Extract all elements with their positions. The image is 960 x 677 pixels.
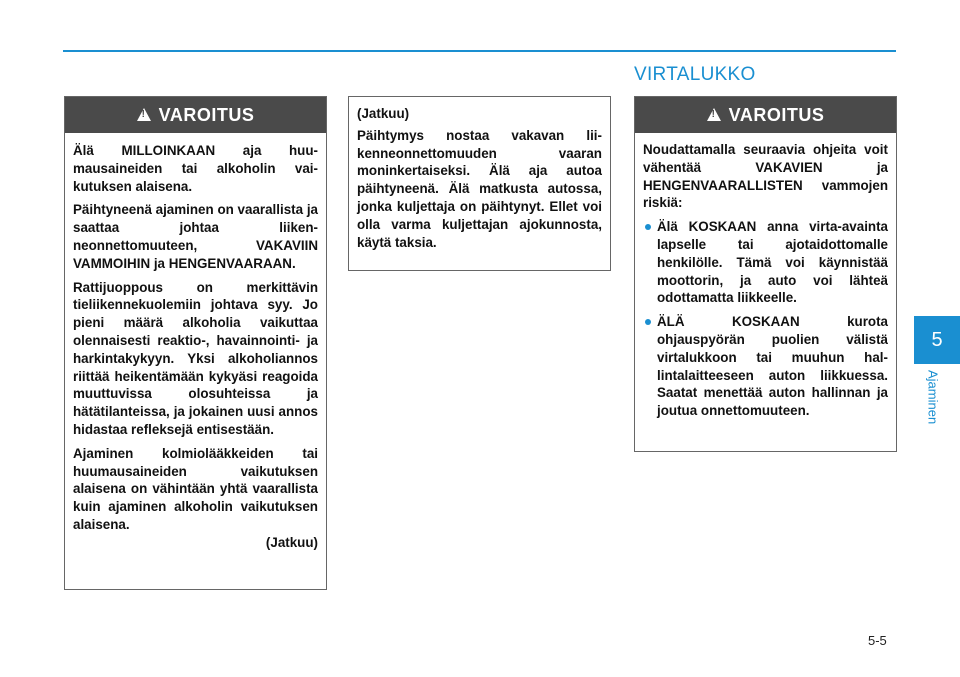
continued-box-middle [348,96,611,271]
paragraph: Päihtymys nostaa vakavan liikenneonnettomuuden vaaran moninkertaiseksi. Älä aja autoa päihtyneenä. Älä matkusta autossa, jonka kuljettaja on päihtynyt. Ellet voi olla varma kuljettajan ajokunnosta, käytä taksia. [357,127,602,250]
paragraph: Päihtyneenä ajaminen on vaarallista ja saattaa johtaa liikenneonnettomuuteen, VAKAVIIN VAMMOIHIN ja HENGENVAARAAN. [73,202,318,271]
paragraph: Ajaminen kolmiolääkkeiden tai huumausaineiden vaikutuksen alaisena on vähintään yhtä vaarallista kuin ajaminen alkoholin vaikutuksen alaisena. [73,445,318,532]
warning-header [635,97,896,133]
section-title: VIRTALUKKO [634,64,756,85]
warning-heading: VAROITUS [158,104,255,125]
warning-box-right [634,96,897,452]
bullet-list [643,218,888,420]
warning-heading: VAROITUS [728,104,825,125]
top-rule [63,50,896,52]
warning-header [65,97,326,133]
chapter-name: Ajaminen [925,370,941,425]
list-item: Älä KOSKAAN anna virta-avainta lapselle tai ajotaidottomalle henkilölle. Tämä voi käynnistää moottorin, ja auto voi lähteä odottamatta liikkeelle. [643,218,888,307]
paragraph: Älä MILLOINKAAN aja huumausaineiden tai alkoholin vaikutuksen alaisena. [73,143,318,194]
continued-body [349,97,610,251]
page-number: 5-5 [868,633,887,648]
warning-body [635,133,896,420]
warning-body [65,133,326,552]
warning-icon [137,108,151,121]
warning-icon [707,108,721,121]
list-item: ÄLÄ KOSKAAN kurota ohjauspyörän puolien välistä virtalukkoon tai muuhun hallintalaitteeseen auton liikkuessa. Saatat menettää auton hallinnan ja joutua onnettomuuteen. [643,313,888,420]
paragraph: Rattijuoppous on merkittävin tieliikennekuolemiin johtava syy. Jo pieni määrä alkoholia vaikuttaa olennaisesti reaktio-, havainnointi- ja harkintakykyyn. Yksi alkoholiannos riittää heikentämään kykyäsi reagoida muuttuvissa olosuhteissa ja hätätilanteissa, ja jokainen uusi annos hidastaa refleksejä entisestään. [73,279,318,437]
chapter-tab: 5 [914,316,960,364]
continued-label: (Jatkuu) [265,534,318,550]
warning-box-left [64,96,327,590]
intro-paragraph: Noudattamalla seuraavia ohjeita voit vähentää VAKAVIEN ja HENGENVAARALLISTEN vammojen riskiä: [643,142,888,211]
continued-label: (Jatkuu) [357,106,410,121]
